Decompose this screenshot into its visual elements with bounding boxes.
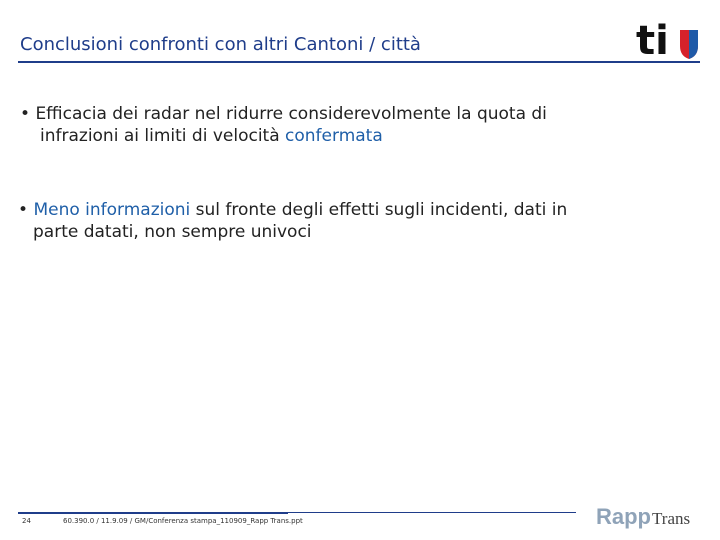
rapp-logo-text: Rapp bbox=[596, 504, 651, 529]
bullet-text: parte datati, non sempre univoci bbox=[33, 222, 312, 242]
bullet-item-2 bbox=[18, 199, 708, 243]
footer-divider-right bbox=[288, 512, 576, 513]
bullet-text: sul fronte degli effetti sugli incidenti, dati in bbox=[190, 200, 568, 220]
page-number: 24 bbox=[22, 517, 31, 525]
bullet-highlight: confermata bbox=[285, 126, 383, 146]
bullet-item-1 bbox=[20, 103, 700, 147]
bullet-highlight: Meno informazioni bbox=[33, 200, 191, 220]
footer-divider-left bbox=[18, 512, 288, 514]
trans-logo-text: Trans bbox=[652, 509, 691, 528]
slide-title: Conclusioni confronti con altri Cantoni / città bbox=[20, 34, 421, 55]
ticino-logo bbox=[636, 18, 700, 60]
bullet-text: Efficacia dei radar nel ridurre considerevolmente la quota di bbox=[35, 104, 547, 124]
bullet-marker: • bbox=[20, 104, 31, 124]
bullet-marker: • bbox=[18, 200, 29, 220]
file-reference: 60.390.0 / 11.9.09 / GM/Conferenza stampa_110909_Rapp Trans.ppt bbox=[63, 517, 303, 525]
title-divider bbox=[18, 61, 700, 63]
rapp-trans-logo bbox=[596, 500, 698, 530]
bullet-text: infrazioni ai limiti di velocità bbox=[40, 126, 286, 146]
ticino-logo-text: ti bbox=[636, 18, 669, 60]
